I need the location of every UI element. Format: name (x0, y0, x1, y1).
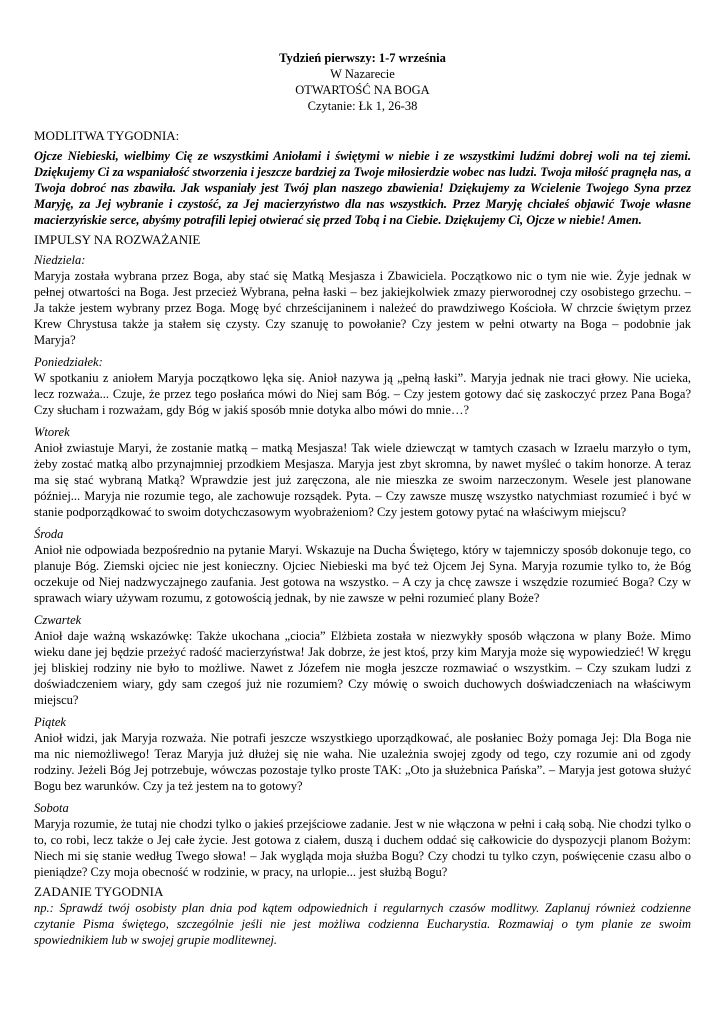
day-text: Anioł daje ważną wskazówkę: Także ukochana „ciocia” Elżbieta została w niezwykły sposób włączona w plany Boże. Mimo wieku dane jej będzie przeżyć radość macierzyństwa! Jak dobrze, że jest ktoś, przy kim Maryja może się wypowiedzieć! W kręgu jej bliskiej rodziny nie było to możliwe. Nawet z Józefem nie mogła jeszcze rozmawiać o wszystkim. – Czy szukam ludzi z doświadczeniem wiary, gdy sam czegoś już nie rozumiem? Czy mówię o swoich duchowych doświadczeniach na właściwym miejscu? (34, 629, 691, 707)
day-section-sobota (34, 800, 691, 880)
day-section-sroda (34, 526, 691, 606)
day-text: W spotkaniu z aniołem Maryja początkowo lęka się. Anioł nazywa ją „pełną łaski”. Maryja jednak nie traci głowy. Nie ucieka, lecz rozważa... Czuje, że przez tego posłańca mówi do Niej sam Bóg. – Czy jestem gotowy dać się zaskoczyć przez Pana Boga? Czy słucham i rozważam, gdy Bóg w jakiś sposób mnie dotyka albo mówi do mnie…? (34, 371, 691, 417)
day-text: Anioł widzi, jak Maryja rozważa. Nie potrafi jeszcze wszystkiego uporządkować, ale posłaniec Boży pomaga Jej: Dla Boga nie ma nic niemożliwego! Teraz Maryja już dłużej się nie waha. Nie uzależnia swojej zgody od tego, czy rozumie ani od zgody rodziny. Jeżeli Bóg Jej potrzebuje, wówczas pozostaje tylko proste TAK: „Oto ja służebnica Pańska”. – Maryja jest gotowa służyć Bogu bez warunków. Czy ja też jestem na to gotowy? (34, 731, 691, 793)
day-section-wtorek (34, 424, 691, 520)
task-heading: ZADANIE TYGODNIA (34, 884, 164, 899)
document-header (34, 50, 691, 114)
task-text: np.: Sprawdź twój osobisty plan dnia pod kątem odpowiednich i regularnych czasów modlitwy. Zaplanuj również codzienne czytanie Pisma świętego, szczególnie jeśli nie jest możliwa codzienna Eucharystia. Rozmawiaj o tym planie ze swoim spowiednikiem lub w swojej grupie modlitewnej. (34, 901, 691, 947)
day-section-poniedzialek (34, 354, 691, 418)
theme-line: OTWARTOŚĆ NA BOGA (295, 83, 430, 97)
week-title: Tydzień pierwszy: 1-7 września (279, 51, 446, 65)
day-section-czwartek (34, 612, 691, 708)
day-name: Poniedziałek: (34, 355, 103, 369)
document-page (34, 50, 691, 948)
day-text: Maryja została wybrana przez Boga, aby stać się Matką Mesjasza i Zbawiciela. Początkowo nic o tym nie wie. Żyje jednak w pełnej otwartości na Boga. Jest przecież Wybrana, pełna łaski – bez jakiejkolwiek zmazy pierworodnej czy osobistego grzechu. – Ja także jestem wybrany przez Boga. Mogę być chrześcijaninem i należeć do prawdziwego Kościoła. W chrzcie świętym przez Krew Chrystusa także ja stałem się czysty. Czy szanuję to powołanie? Czy jestem w pełni otwarty na Boga – podobnie jak Maryja? (34, 269, 691, 347)
day-name: Środa (34, 527, 64, 541)
prayer-text: Ojcze Niebieski, wielbimy Cię ze wszystkimi Aniołami i świętymi w niebie i ze wszystkimi ludźmi dobrej woli na tej ziemi. Dziękujemy Ci za wspaniałość stworzenia i jeszcze bardziej za Twoje miłosierdzie wobec nas ludzi. Twoja miłość pragnęła nas, a Twoja dobroć nas zbawiła. Jak wspaniały jest Twój plan naszego zbawienia! Dziękujemy za Wcielenie Twojego Syna przez Maryję, za Jej wybranie i czystość, za Jej macierzyństwo dla nas wszystkich. Przez Maryję chciałeś objawić Twoje własne macierzyńskie serce, abyśmy potrafili lepiej otwierać się przed Tobą i na Ciebie. Dziękujemy Ci, Ojcze w niebie! Amen. (34, 149, 691, 227)
impulses-heading: IMPULSY NA ROZWAŻANIE (34, 232, 201, 247)
day-name: Niedziela: (34, 253, 86, 267)
prayer-heading: MODLITWA TYGODNIA: (34, 128, 180, 143)
reading-line: Czytanie: Łk 1, 26-38 (307, 99, 418, 113)
day-name: Piątek (34, 715, 66, 729)
day-text: Anioł nie odpowiada bezpośrednio na pytanie Maryi. Wskazuje na Ducha Świętego, który w tajemniczy sposób dokonuje tego, co planuje Bóg. Ziemski ojciec nie jest konieczny. Ojciec Niebieski ma być też Ojcem Jej Syna. Maryja rozumie tylko to, że Bóg oczekuje od Niej nadzwyczajnego zaufania. Jest gotowa na wszystko. – A czy ja chcę zawsze i wszędzie rozumieć Boga? Czy w sprawach wiary używam rozumu, z gotowością jednak, by nie zawsze w pełni rozumieć plany Boże? (34, 543, 691, 605)
day-section-piatek (34, 714, 691, 794)
day-name: Wtorek (34, 425, 70, 439)
day-section-niedziela (34, 252, 691, 348)
day-name: Czwartek (34, 613, 82, 627)
place-line: W Nazarecie (330, 67, 395, 81)
day-text: Anioł zwiastuje Maryi, że zostanie matką – matką Mesjasza! Tak wiele dziewcząt w tamtych czasach w Izraelu marzyło o tym, żeby zostać matką albo przynajmniej przodkiem Mesjasza. Maryja jest zbyt skromna, by nawet myśleć o takim honorze. A teraz ma się stać wybraną Matką? Wprawdzie jest już zaręczona, ale nie mieszka ze swoim narzeczonym. Wesele jest planowane później... Maryja nie rozumie tego, ale zachowuje rozsądek. Pyta. – Czy zawsze muszę wszystko natychmiast rozumieć i być w stanie podporządkować to swoim dotychczasowym wyobrażeniom? Czy jestem gotowy pytać na właściwym miejscu? (34, 441, 691, 519)
day-name: Sobota (34, 801, 69, 815)
day-text: Maryja rozumie, że tutaj nie chodzi tylko o jakieś przejściowe zadanie. Jest w nie włączona w pełni i całą sobą. Nie chodzi tylko o to, co robi, lecz także o Jej całe życie. Jest gotowa z ciałem, duszą i duchem oddać się całkowicie do dyspozycji planom Bożym: Niech mi się stanie według Twego słowa! – Jak wygląda moja służba Bogu? Czy chodzi tu tylko czyn, poświęcenie czasu albo o pieniądze? Czy moja obecność w rodzinie, w pracy, na urlopie... jest służbą Bogu? (34, 817, 691, 879)
